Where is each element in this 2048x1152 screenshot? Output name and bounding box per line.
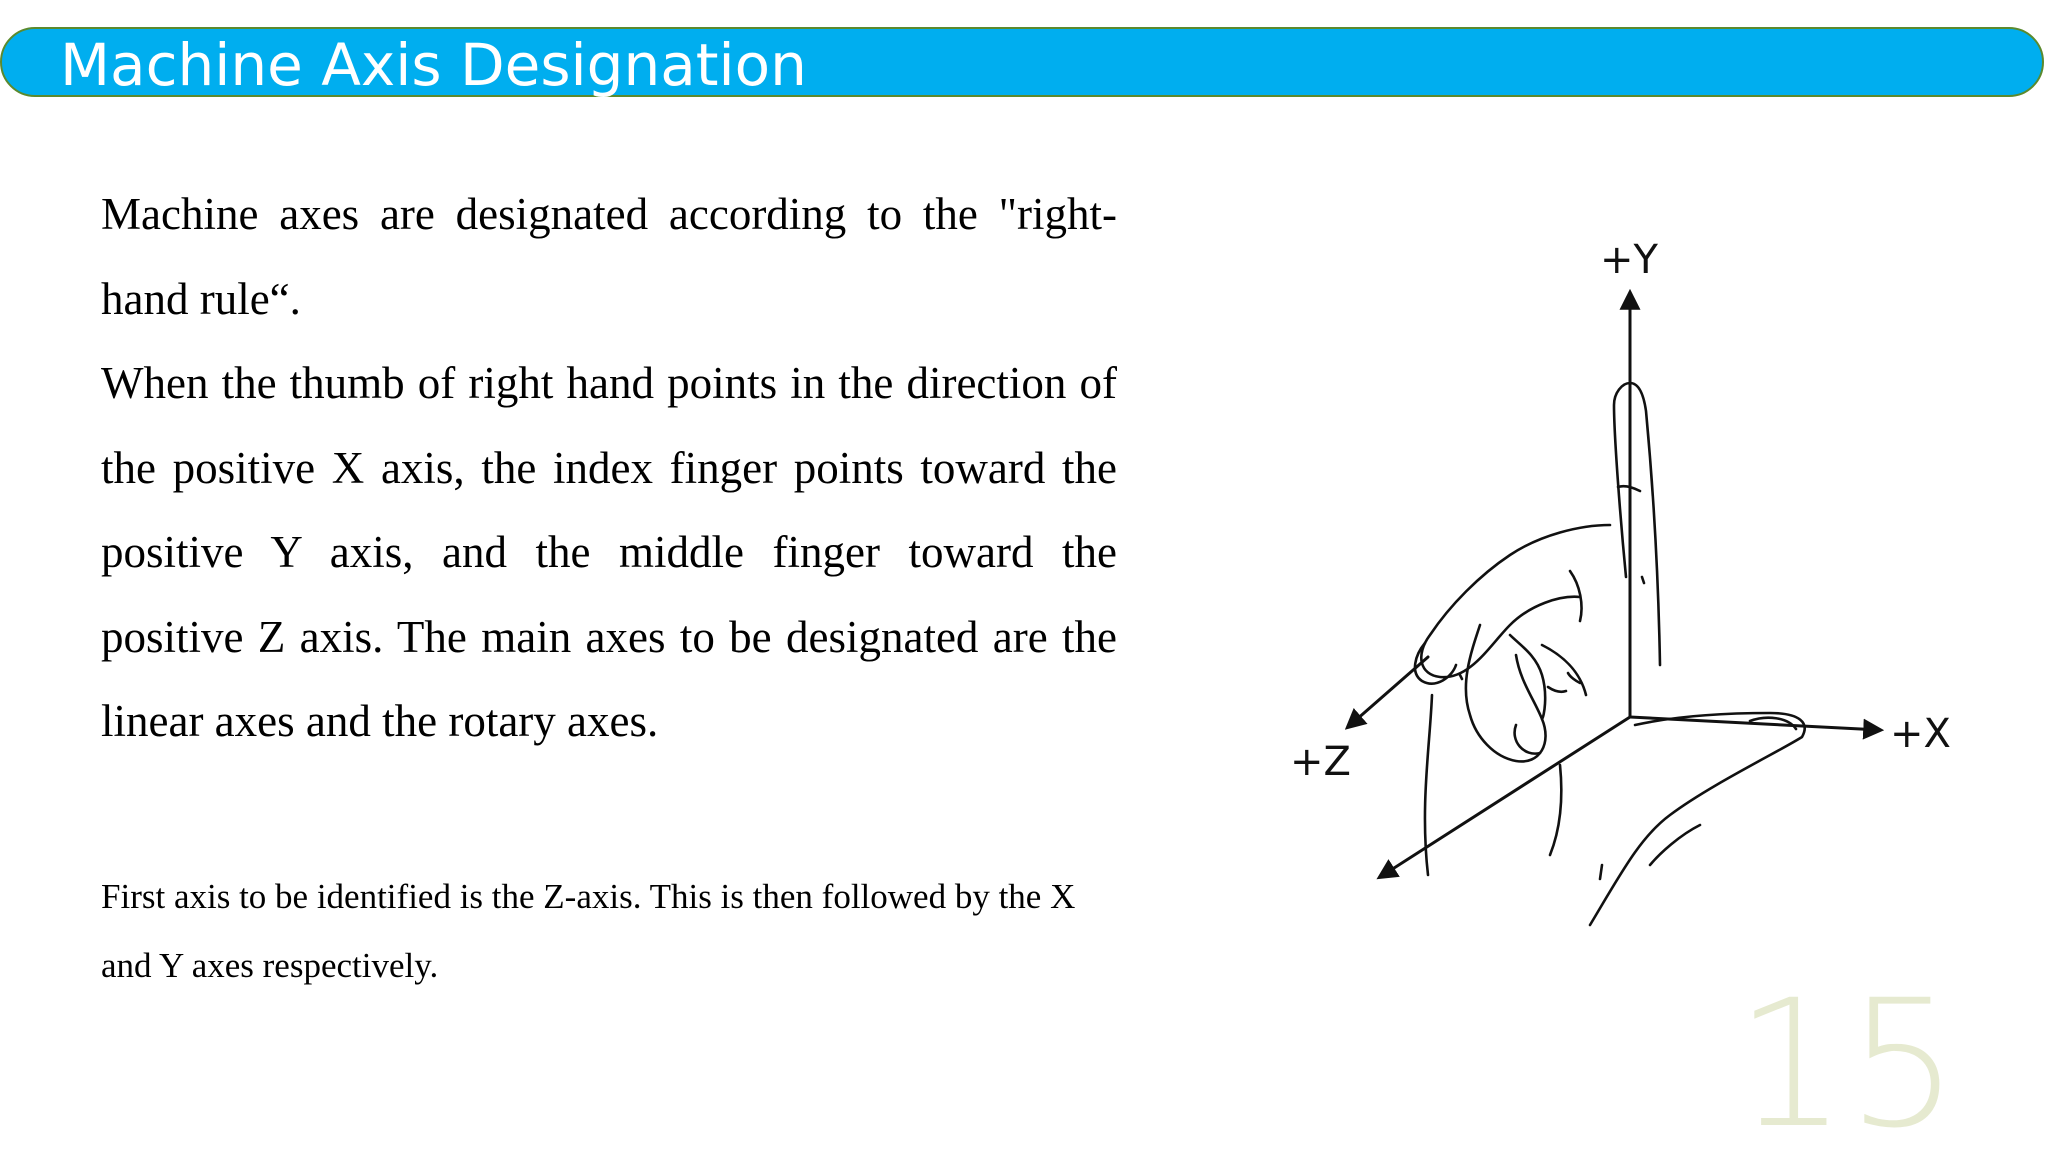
hand-outline: [1415, 383, 1805, 925]
y-axis-label: +Y: [1600, 237, 1658, 283]
axis-lines: [1348, 293, 1880, 877]
z-axis-label: +Z: [1290, 739, 1351, 785]
x-axis-label: +X: [1890, 711, 1951, 757]
page-number: 15: [1735, 962, 1959, 1152]
paragraph-finger-directions: When the thumb of right hand points in the direction of the positive X axis, the index finger points toward the positive Y axis, and the middle finger toward the positive Z axis. The main axes to be designated are the linear axes and the rotary axes.: [101, 358, 1117, 746]
note-text: First axis to be identified is the Z-axis. This is then followed by the X and Y axes respectively.: [101, 877, 1076, 985]
body-text: [101, 172, 1117, 764]
right-hand-rule-drawing: [1280, 225, 1980, 945]
slide-title: Machine Axis Designation: [60, 31, 807, 99]
paragraph-right-hand-rule: Machine axes are designated according to the "right-hand rule“.: [101, 189, 1117, 324]
z-axis-line: [1380, 717, 1630, 877]
right-hand-rule-figure: [1280, 225, 1980, 945]
